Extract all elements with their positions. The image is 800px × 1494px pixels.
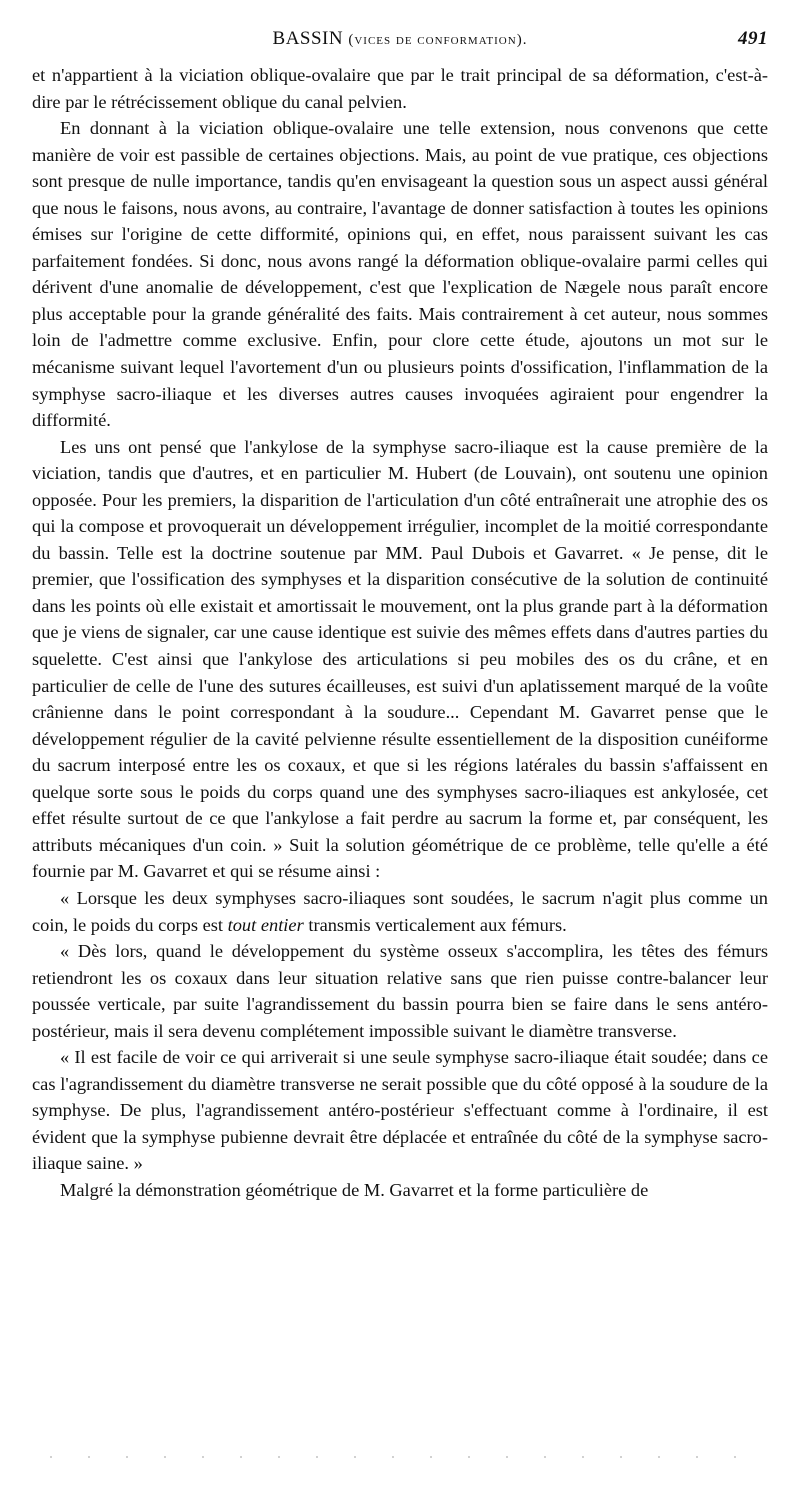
quote-emphasis: tout entier — [227, 914, 304, 935]
quote-text-before: « Lorsque les deux symphyses sacro-iliaques sont soudées, le sacrum n'agit plus comme un coin, le poids du corps est — [32, 887, 768, 935]
book-page — [32, 28, 768, 1204]
header-title-main: BASSIN — [272, 28, 344, 49]
scan-bleedthrough-marks — [32, 1456, 768, 1458]
paragraph-3: Les uns ont pensé que l'ankylose de la symphyse sacro-iliaque est la cause première de la viciation, tandis que d'autres, et en particulier M. Hubert (de Louvain), ont soutenu une opinion opposée. Pour les premiers, la disparition de l'articulation d'un côté entraînerait une atrophie des os qui la compose et provoquerait un développement irrégulier, incomplet de la moitié correspondante du bassin. Telle est la doctrine soutenue par MM. Paul Dubois et Gavarret. « Je pense, dit le premier, que l'ossification des symphyses et la disparition consécutive de la solution de continuité dans les points où elle existait et amortissait le mouvement, ont la plus grande part à la déformation que je viens de signaler, car une cause identique est suivie des mêmes effets dans d'autres parties du squelette. C'est ainsi que l'ankylose des articulations si peu mobiles des os du crâne, et en particulier de celle de l'une des sutures écailleuses, est suivi d'un aplatissement marqué de la voûte crânienne dans le point correspondant à la soudure... Cependant M. Gavarret pense que le développement régulier de la cavité pelvienne résulte essentiellement de la disposition cunéiforme du sacrum interposé entre les os coxaux, et que si les régions latérales du bassin s'affaissent en quelque sorte sous le poids du corps quand une des symphyses sacro-iliaques est ankylosée, cet effet résulte surtout de ce que l'ankylose a fait perdre au sacrum la forme et, par conséquent, les attributs mécaniques d'un coin. » Suit la solution géométrique de ce problème, telle qu'elle a été fournie par M. Gavarret et qui se résume ainsi : — [32, 436, 768, 882]
paragraph-4-quote — [32, 885, 768, 938]
paragraph-7: Malgré la démonstration géométrique de M. Gavarret et la forme particulière de — [60, 1179, 649, 1200]
header-title — [273, 28, 528, 50]
paragraph-6-quote: « Il est facile de voir ce qui arriverait si une seule symphyse sacro-iliaque était soudée; dans ce cas l'agrandissement du diamètre transverse ne serait possible que du côté opposé à la soudure de la symphyse. De plus, l'agrandissement antéro-postérieur s'effectuant comme à l'ordinaire, il est évident que la symphyse pubienne devrait être déplacée et entraînée du côté de la symphyse sacro-iliaque saine. » — [32, 1047, 768, 1174]
body-text — [32, 62, 768, 1204]
page-number: 491 — [738, 28, 768, 49]
paragraph-1: et n'appartient à la viciation oblique-ovalaire que par le trait principal de sa déformation, c'est-à-dire par le rétrécissement oblique du canal pelvien. — [32, 65, 768, 112]
paragraph-2: En donnant à la viciation oblique-ovalaire une telle extension, nous convenons que cette manière de voir est passible de certaines objections. Mais, au point de vue pratique, ces objections sont presque de nulle importance, tandis qu'en envisageant la question sous un aspect aussi général que nous le faisons, nous avons, au contraire, l'avantage de donner satisfaction à toutes les opinions émises sur l'origine de cette difformité, opinions qui, en effet, nous paraissent suivant les cas parfaitement fondées. Si donc, nous avons rangé la déformation oblique-ovalaire parmi celles qui dérivent d'une anomalie de développement, c'est que l'explication de Nægele nous paraît encore plus acceptable pour la grande généralité des faits. Mais contrairement à cet auteur, nous sommes loin de l'admettre comme exclusive. Enfin, pour clore cette étude, ajoutons un mot sur le mécanisme suivant lequel l'avortement d'un ou plusieurs points d'ossification, l'inflammation de la symphyse sacro-iliaque et les diverses autres causes invoquées agiraient pour engendrer la difformité. — [32, 118, 768, 431]
paragraph-5-quote: « Dès lors, quand le développement du système osseux s'accomplira, les têtes des fémurs retiendront les os coxaux dans leur situation relative sans que rien puisse contre-balancer leur poussée verticale, par suite l'agrandissement du bassin pourra bien se faire dans le sens antéro-postérieur, mais il sera devenu complétement impossible suivant le diamètre transverse. — [32, 941, 768, 1041]
quote-text-after: transmis verticalement aux fémurs. — [303, 914, 567, 935]
running-header — [32, 28, 768, 50]
header-title-sub: (vices de conformation). — [348, 32, 528, 48]
